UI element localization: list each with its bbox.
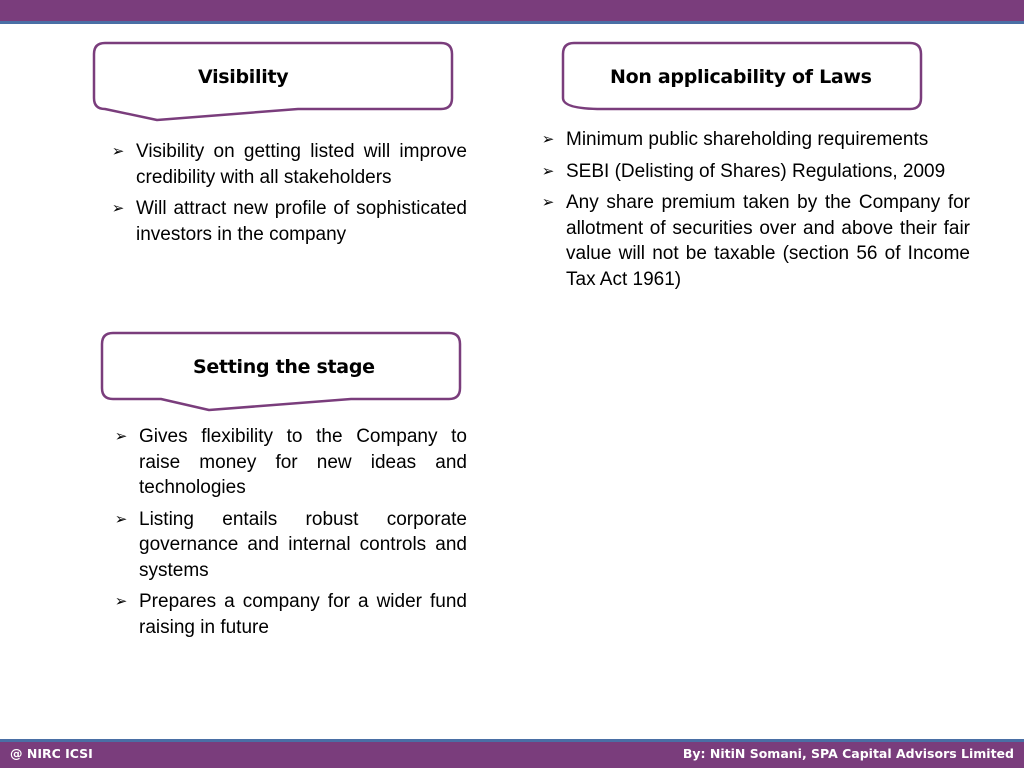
visibility-bullets: [111, 139, 467, 253]
arrow-bullet-icon: ➢: [114, 593, 128, 610]
setting-stage-callout: [101, 332, 461, 402]
list-item: [111, 139, 467, 190]
arrow-bullet-icon: ➢: [541, 194, 555, 211]
bullet-text: Will attract new profile of sophisticated investors in the company: [136, 198, 467, 245]
non-applicability-bullets: [541, 127, 970, 298]
arrow-bullet-icon: ➢: [114, 510, 128, 528]
list-item: [541, 159, 970, 185]
visibility-title: Visibility: [198, 66, 289, 88]
bullet-text: Gives flexibility to the Company to raise money for new ideas and technologies: [139, 426, 467, 498]
arrow-bullet-icon: ➢: [541, 131, 555, 148]
list-item: [114, 507, 467, 584]
top-banner: [0, 0, 1024, 24]
footer-bar: [0, 739, 1024, 768]
bullet-text: SEBI (Delisting of Shares) Regulations, 2009: [566, 160, 946, 182]
setting-stage-bullets: [114, 424, 467, 646]
list-item: [114, 424, 467, 501]
bullet-text: Any share premium taken by the Company for allotment of securities over and above their fair value will not be taxable (section 56 of Income Tax Act 1961): [566, 192, 970, 290]
arrow-bullet-icon: ➢: [114, 428, 128, 445]
bullet-text: Listing entails robust corporate governance and internal controls and systems: [139, 508, 467, 581]
bullet-text: Minimum public shareholding requirements: [566, 129, 929, 150]
setting-stage-title: Setting the stage: [193, 356, 375, 378]
footer-left-text: @ NIRC ICSI: [10, 746, 93, 761]
arrow-bullet-icon: ➢: [111, 200, 125, 217]
bullet-text: Visibility on getting listed will improve credibility with all stakeholders: [136, 141, 467, 188]
non-applicability-callout: [562, 42, 922, 112]
list-item: [541, 190, 970, 292]
arrow-bullet-icon: ➢: [541, 162, 555, 180]
visibility-callout: [93, 42, 453, 112]
list-item: [114, 589, 467, 640]
footer-right-text: By: NitiN Somani, SPA Capital Advisors Limited: [682, 746, 1014, 761]
list-item: [111, 196, 467, 247]
list-item: [541, 127, 970, 153]
non-applicability-title: Non applicability of Laws: [610, 66, 872, 88]
bullet-text: Prepares a company for a wider fund raising in future: [139, 591, 467, 638]
arrow-bullet-icon: ➢: [111, 143, 125, 160]
